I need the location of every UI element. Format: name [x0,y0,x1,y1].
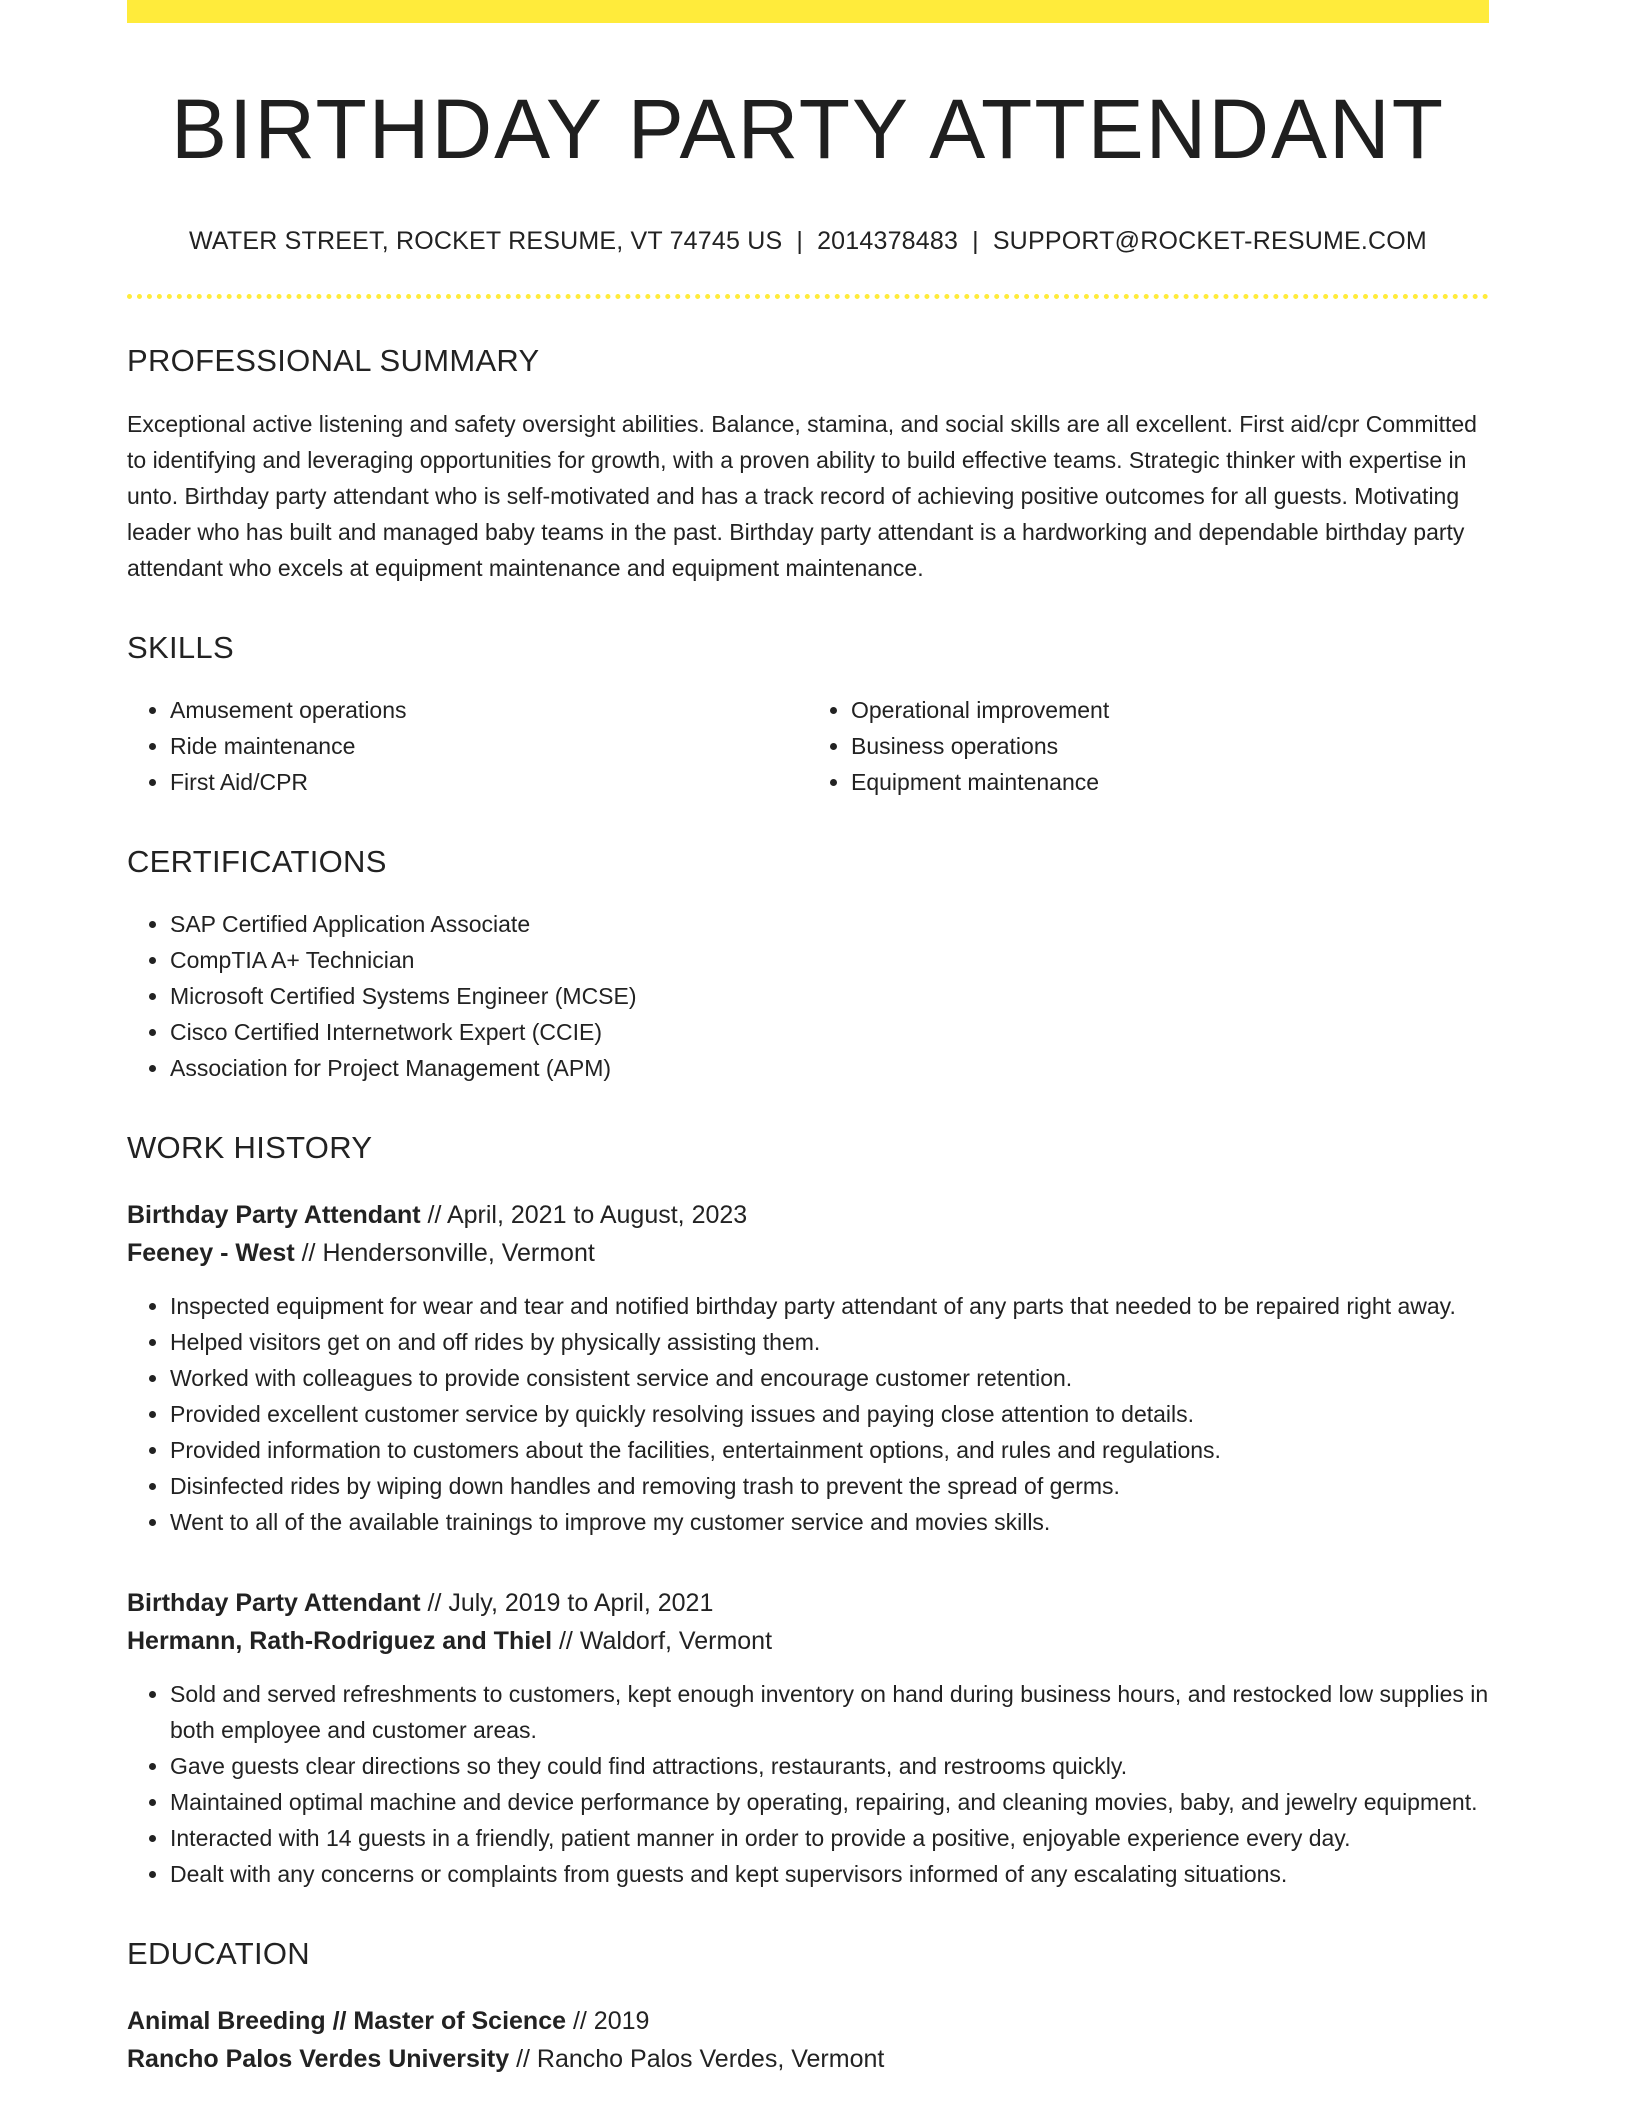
job-bullets [127,1676,1489,1892]
job-company: Feeney - West [127,1239,295,1268]
job-company-line [127,1234,1489,1272]
job-company-line [127,1622,1489,1660]
job-title: Birthday Party Attendant [127,1201,421,1230]
job-title: Birthday Party Attendant [127,1589,421,1618]
job-bullet: • Dealt with any concerns or complaints from guests and kept supervisors informed of any escalating situations. [170,1856,1489,1892]
job-bullet: • Helped visitors get on and off rides by physically assisting them. [170,1324,1489,1360]
skills-heading: SKILLS [127,630,234,666]
candidate-name: BIRTHDAY PARTY ATTENDANT [170,82,1446,176]
job-location: // Waldorf, Vermont [558,1627,773,1656]
certification-item: • Cisco Certified Internetwork Expert (CCIE) [170,1014,1489,1050]
header-divider [127,294,1489,299]
certification-item: • Microsoft Certified Systems Engineer (MCSE) [170,978,1489,1014]
certification-item: • SAP Certified Application Associate [170,906,1489,942]
education-section [127,1936,1489,2078]
education-degree: Animal Breeding // Master of Science [127,2007,567,2036]
skills-list-left [127,692,808,800]
certifications-section [127,844,1489,1086]
certifications-list [127,906,1489,1086]
education-location: // Rancho Palos Verdes, Vermont [516,2045,885,2074]
contact-separator: | [972,227,979,256]
contact-address: WATER STREET, ROCKET RESUME, VT 74745 US [189,227,783,256]
job-bullet: • Maintained optimal machine and device performance by operating, repairing, and cleaning movies, baby, and jewelry equipment. [170,1784,1489,1820]
job-bullet: • Disinfected rides by wiping down handles and removing trash to prevent the spread of germs. [170,1468,1489,1504]
job-bullet: • Provided excellent customer service by quickly resolving issues and paying close attention to details. [170,1396,1489,1432]
contact-line [127,227,1489,256]
skills-grid [127,692,1489,800]
certifications-heading: CERTIFICATIONS [127,844,387,880]
certification-item: • CompTIA A+ Technician [170,942,1489,978]
job-title-line [127,1196,1489,1234]
job-dates: // July, 2019 to April, 2021 [427,1589,714,1618]
job-entry [127,1584,1489,1892]
education-entry [127,2002,1489,2078]
work-history-section [127,1130,1489,1892]
job-dates: // April, 2021 to August, 2023 [427,1201,748,1230]
job-title-line [127,1584,1489,1622]
education-school-line [127,2040,1489,2078]
job-entry [127,1196,1489,1540]
skills-section [127,630,1489,800]
education-degree-line [127,2002,1489,2040]
top-accent-bar [127,0,1489,23]
job-bullet: • Gave guests clear directions so they could find attractions, restaurants, and restrooms quickly. [170,1748,1489,1784]
skill-item: • Business operations [851,728,1489,764]
skills-list-right [808,692,1489,800]
skill-item: • First Aid/CPR [170,764,808,800]
skill-item: • Amusement operations [170,692,808,728]
summary-heading: PROFESSIONAL SUMMARY [127,343,540,379]
job-bullet: • Went to all of the available trainings to improve my customer service and movies skills. [170,1504,1489,1540]
job-bullet: • Provided information to customers about the facilities, entertainment options, and rules and regulations. [170,1432,1489,1468]
certification-item: • Association for Project Management (APM) [170,1050,1489,1086]
job-location: // Hendersonville, Vermont [301,1239,595,1268]
job-bullet: • Sold and served refreshments to customers, kept enough inventory on hand during business hours, and restocked low supplies in both employee and customer areas. [170,1676,1489,1748]
job-bullets [127,1288,1489,1540]
summary-section [127,343,1489,586]
education-year: // 2019 [572,2007,650,2036]
resume-page [127,0,1489,2078]
contact-email: SUPPORT@ROCKET-RESUME.COM [992,227,1427,256]
skill-item: • Equipment maintenance [851,764,1489,800]
job-bullet: • Worked with colleagues to provide consistent service and encourage customer retention. [170,1360,1489,1396]
contact-phone: 2014378483 [817,227,959,256]
skill-item: • Operational improvement [851,692,1489,728]
skill-item: • Ride maintenance [170,728,808,764]
education-school: Rancho Palos Verdes University [127,2045,510,2074]
work-history-heading: WORK HISTORY [127,1130,373,1166]
job-company: Hermann, Rath-Rodriguez and Thiel [127,1627,553,1656]
job-bullet: • Interacted with 14 guests in a friendly, patient manner in order to provide a positive, enjoyable experience every day. [170,1820,1489,1856]
job-bullet: • Inspected equipment for wear and tear and notified birthday party attendant of any parts that needed to be repaired right away. [170,1288,1489,1324]
education-heading: EDUCATION [127,1936,310,1972]
summary-text: Exceptional active listening and safety oversight abilities. Balance, stamina, and social skills are all excellent. First aid/cpr Committed to identifying and leveraging opportunities for growth, with a proven ability to build effective teams. Strategic thinker with expertise in unto. Birthday party attendant who is self-motivated and has a track record of achieving positive outcomes for all guests. Motivating leader who has built and managed baby teams in the past. Birthday party attendant is a hardworking and dependable birthday party attendant who excels at equipment maintenance and equipment maintenance. [127,411,1477,582]
contact-separator: | [796,227,804,256]
